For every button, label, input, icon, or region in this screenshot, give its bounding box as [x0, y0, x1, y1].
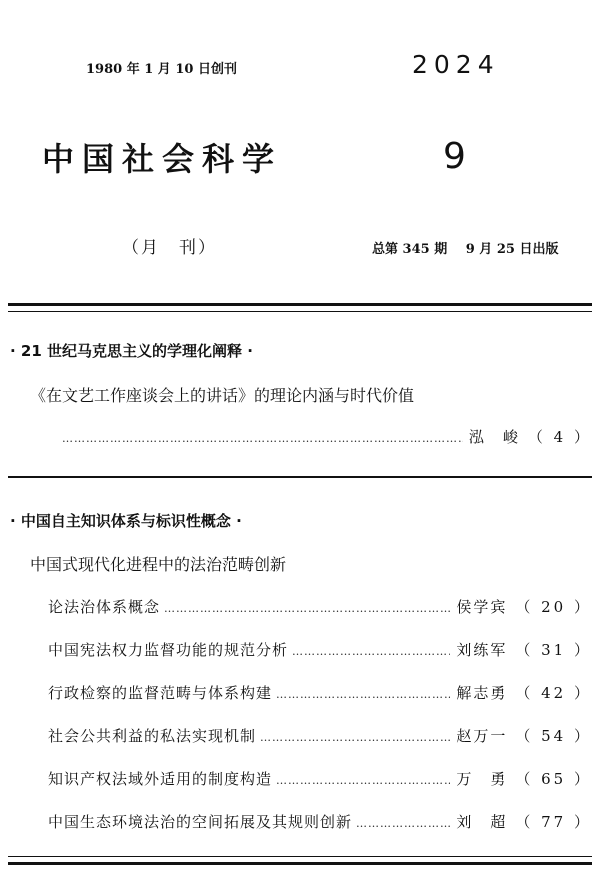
toc-row[interactable] — [48, 725, 592, 746]
section-heading: · 21 世纪马克思主义的学理化阐释 · — [10, 342, 253, 360]
toc-row[interactable] — [48, 682, 592, 703]
issue-number: 9 — [443, 136, 466, 177]
article-page: （ 65 ） — [515, 770, 592, 788]
footer-rule-thin — [8, 856, 592, 857]
masthead-rule-thin — [8, 311, 592, 312]
article-title: 论法治体系概念 — [48, 598, 161, 616]
section-divider — [8, 476, 592, 478]
toc-leader-dots — [164, 602, 450, 615]
article-author: 泓 峻 — [468, 428, 520, 446]
journal-title: 中国社会科学 — [42, 140, 283, 178]
article-author: 赵万一 — [456, 727, 508, 745]
publish-date: 9 月 25 日出版 — [465, 242, 559, 257]
toc-leader-dots — [62, 432, 463, 445]
toc-leader-dots — [260, 731, 450, 744]
article-page: （ 42 ） — [515, 684, 592, 702]
article-title: 知识产权法域外适用的制度构造 — [48, 770, 273, 788]
article-title[interactable]: 《在文艺工作座谈会上的讲话》的理论内涵与时代价值 — [30, 386, 415, 405]
section-subheading: 中国式现代化进程中的法治范畴创新 — [30, 555, 287, 574]
article-author: 万 勇 — [456, 770, 508, 788]
article-page: （ 31 ） — [515, 641, 592, 659]
article-author: 解志勇 — [456, 684, 508, 702]
publication-info — [372, 238, 558, 257]
toc-row[interactable] — [48, 639, 592, 660]
toc-leader-dots — [276, 774, 450, 787]
article-author: 侯学宾 — [456, 598, 508, 616]
toc-leader-dots — [356, 817, 450, 830]
article-title: 中国宪法权力监督功能的规范分析 — [48, 641, 289, 659]
article-author: 刘练军 — [456, 641, 508, 659]
toc-row[interactable] — [58, 426, 592, 447]
footer-rule-thick — [8, 862, 592, 865]
article-page: （ 54 ） — [515, 727, 592, 745]
article-author: 刘 超 — [456, 813, 508, 831]
founding-date: 1980 年 1 月 10 日创刊 — [86, 62, 237, 77]
total-issue-number: 总第 345 期 — [372, 242, 448, 257]
toc-row[interactable] — [48, 596, 592, 617]
article-page: （ 77 ） — [515, 813, 592, 831]
article-title: 社会公共利益的私法实现机制 — [48, 727, 257, 745]
article-page: （ 4 ） — [527, 428, 592, 446]
publication-frequency: （月 刊） — [122, 238, 217, 258]
article-title: 中国生态环境法治的空间拓展及其规则创新 — [48, 813, 353, 831]
article-title: 行政检察的监督范畴与体系构建 — [48, 684, 273, 702]
toc-leader-dots — [292, 645, 450, 658]
masthead-rule-thick — [8, 303, 592, 306]
toc-row[interactable] — [48, 768, 592, 789]
issue-year: 2024 — [412, 50, 500, 79]
toc-row[interactable] — [48, 811, 592, 832]
article-page: （ 20 ） — [515, 598, 592, 616]
toc-leader-dots — [276, 688, 450, 701]
section-heading: · 中国自主知识体系与标识性概念 · — [10, 512, 242, 530]
